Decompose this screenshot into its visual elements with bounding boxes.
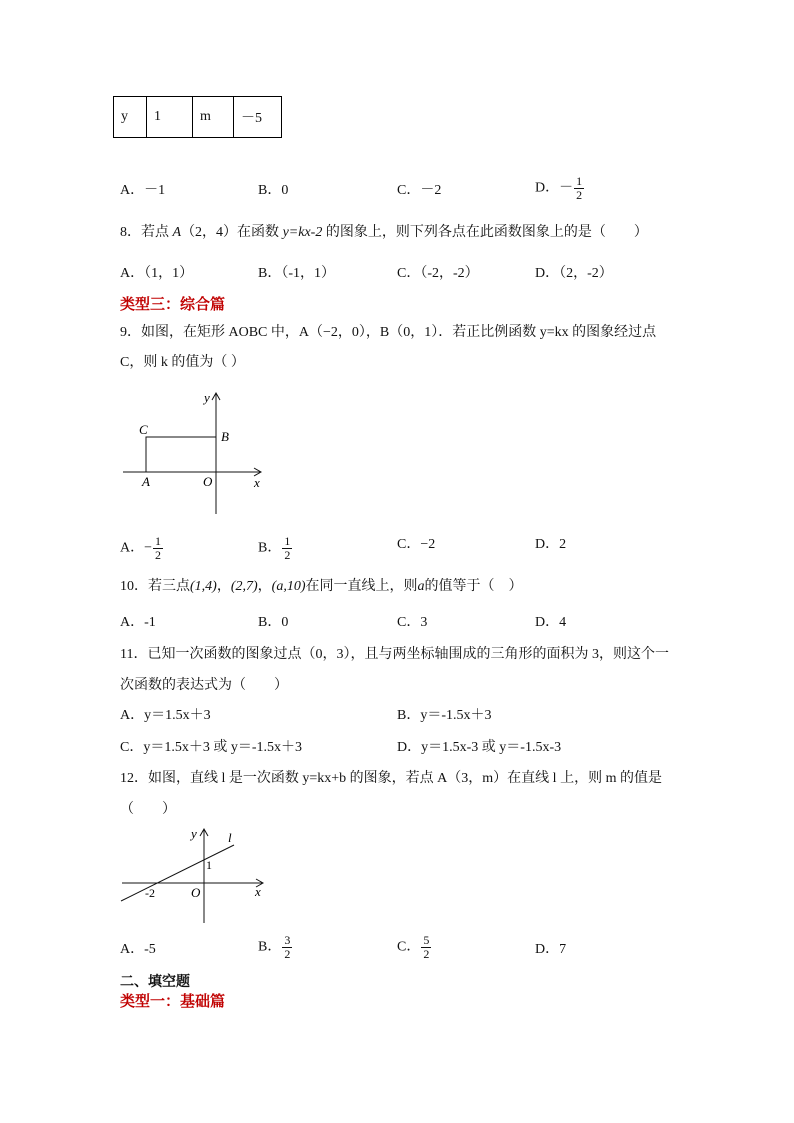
rectangle-aobc <box>146 437 216 472</box>
section-heading-type1: 类型一：基础篇 <box>120 994 226 1010</box>
fraction: $\frac{1}{2}$ <box>576 174 583 202</box>
q8-stem: 8．若点 A（2，4）在函数 y=kx-2 的图象上，则下列各点在此函数图象上的是（ ） <box>120 225 648 240</box>
q12-stem-line1: 12．如图，直线 l 是一次函数 y=kx+b 的图象，若点 A（3，m）在直线 l 上，则 m 的值是 <box>120 771 662 786</box>
origin-label: O <box>203 474 213 489</box>
q7-option-a: A．－1 <box>120 183 166 198</box>
q10-option-b: B．0 <box>258 615 289 630</box>
part-two-title: 二、填空题 <box>120 975 190 990</box>
x-axis-label: x <box>254 475 260 490</box>
section-heading-type3: 类型三：综合篇 <box>120 297 226 313</box>
q11-stem-line2: 次函数的表达式为（ ） <box>120 678 288 693</box>
q10-option-d: D．4 <box>535 615 567 630</box>
q8-option-c: C．（-2，-2） <box>397 266 479 281</box>
q8-option-d: D．（2，-2） <box>535 266 613 281</box>
q9-option-a: A．− $\frac{1}{2}$ <box>120 534 162 562</box>
fraction: $\frac{3}{2}$ <box>284 933 291 961</box>
q12-option-b: B． $\frac{3}{2}$ <box>258 933 291 961</box>
line-l <box>121 845 234 901</box>
table-cell: m <box>193 97 234 138</box>
q10-option-a: A．-1 <box>120 615 156 630</box>
q12-option-d: D．7 <box>535 942 567 957</box>
q11-option-c: C．y＝1.5x＋3 或 y＝-1.5x＋3 <box>120 740 303 755</box>
q12-option-a: A．-5 <box>120 942 156 957</box>
q7-option-b: B．0 <box>258 183 289 198</box>
y-axis-label: y <box>191 826 197 841</box>
line-l-label: l <box>228 830 232 845</box>
q12-figure <box>116 826 268 926</box>
x-axis-label: x <box>255 884 261 899</box>
point-b-label: B <box>221 429 229 444</box>
q10-option-c: C．3 <box>397 615 428 630</box>
table-cell: y <box>114 97 147 138</box>
fraction: $\frac{5}{2}$ <box>423 933 430 961</box>
q8-option-b: B．（-1，1） <box>258 266 336 281</box>
q9-option-b: B． $\frac{1}{2}$ <box>258 534 291 562</box>
q11-option-b: B．y＝-1.5x＋3 <box>397 708 492 723</box>
x-intercept-label: -2 <box>145 886 155 900</box>
q9-option-c: C．−2 <box>397 537 436 552</box>
value-table <box>113 96 282 138</box>
origin-label: O <box>191 885 201 900</box>
fraction: $\frac{1}{2}$ <box>155 534 162 562</box>
table-cell: 1 <box>147 97 193 138</box>
fraction: $\frac{1}{2}$ <box>284 534 291 562</box>
q11-stem-line1: 11．已知一次函数的图象过点（0，3），且与两坐标轴围成的三角形的面积为 3，则这个一 <box>120 647 669 662</box>
q9-stem-line1: 9．如图，在矩形 AOBC 中，A（−2，0），B（0，1）．若正比例函数 y=kx 的图象经过点 <box>120 325 657 340</box>
q9-stem-line2: C，则 k 的值为（ ） <box>120 355 245 370</box>
q7-option-c: C．－2 <box>397 183 442 198</box>
q11-option-a: A．y＝1.5x＋3 <box>120 708 211 723</box>
intercept-label: 1 <box>206 858 212 872</box>
q9-option-d: D．2 <box>535 537 567 552</box>
y-axis-label: y <box>204 390 210 405</box>
q12-option-c: C． $\frac{5}{2}$ <box>397 933 430 961</box>
q11-option-d: D．y＝1.5x-3 或 y＝-1.5x-3 <box>397 740 562 755</box>
q8-option-a: A．（1，1） <box>120 266 194 281</box>
point-a-label: A <box>142 474 150 489</box>
q9-figure <box>118 388 268 516</box>
point-c-label: C <box>139 422 148 437</box>
q7-option-d: D．－ $\frac{1}{2}$ <box>535 174 583 202</box>
q12-stem-line2: （ ） <box>120 802 176 817</box>
table-cell: －5 <box>234 97 282 138</box>
q10-stem: 10．若三点(1,4)，(2,7)，(a,10)在同一直线上，则a的值等于（ ） <box>120 579 523 594</box>
